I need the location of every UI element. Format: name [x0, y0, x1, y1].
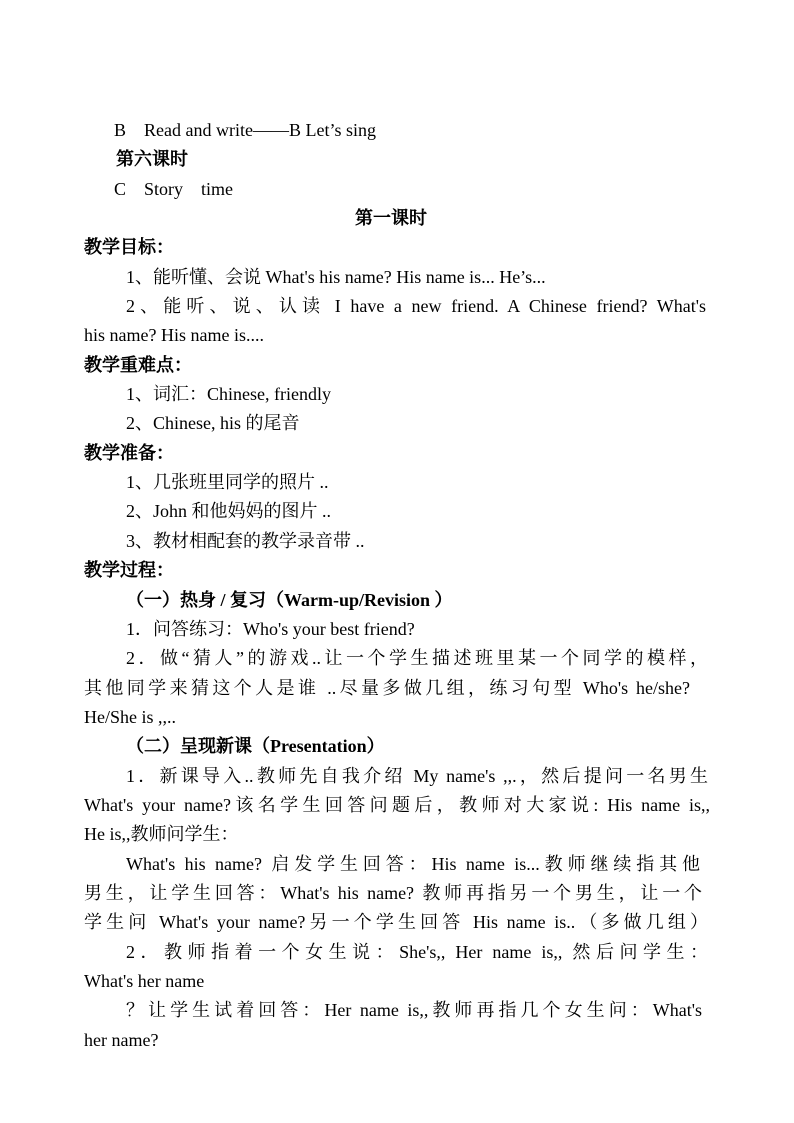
text-line: 1、能听懂、会说 What's his name? His name is... He’s...	[126, 267, 546, 287]
text-line: He/She is ,,..	[84, 707, 176, 727]
text-line: 2．做“猜人”的游戏..让一个学生描述班里某一个同学的模样，	[126, 648, 708, 668]
section-heading: 教学过程：	[84, 560, 174, 580]
text-line: What's her name	[84, 971, 205, 991]
lesson-title: 第一课时	[355, 208, 427, 228]
text-line: 2．教师指着一个女生说：She's,, Her name is,, 然后问学生：	[126, 942, 708, 962]
text-line: 学生问 What's your name?另一个学生回答 His name is..（多做几组）	[84, 912, 708, 932]
text-line: B Read and write——B Let’s sing	[114, 120, 376, 140]
text-line: What's your name?该名学生回答问题后，教师对大家说: His name is,,	[84, 795, 710, 815]
text-line: her name?	[84, 1030, 159, 1050]
text-line: 2、能听、说、认读 I have a new friend. A Chinese friend? What's	[126, 296, 706, 316]
text-line: his name? His name is....	[84, 325, 264, 345]
section-heading: 教学目标：	[84, 237, 174, 257]
text-line: 1．新课导入..教师先自我介绍 My name's ,,.，然后提问一名男生	[126, 766, 708, 786]
text-line: 1．问答练习：Who's your best friend?	[126, 619, 415, 639]
text-line: 男生，让学生回答：What's his name? 教师再指另一个男生，让一个	[84, 883, 702, 903]
text-line: 2、John 和他妈妈的图片 ..	[126, 501, 332, 521]
text-line: He is,,教师问学生：	[84, 824, 239, 844]
section-heading: 教学重难点：	[84, 355, 192, 375]
text-line: 其他同学来猜这个人是谁 ..尽量多做几组，练习句型 Who's he/she?	[84, 678, 690, 698]
text-line: 1、几张班里同学的照片 ..	[126, 472, 329, 492]
section-heading: 教学准备：	[84, 443, 174, 463]
text-line: What's his name? 启发学生回答：His name is...教师继续指其他	[126, 854, 700, 874]
subsection-heading: （一）热身 / 复习（Warm-up/Revision ）	[126, 590, 453, 610]
section-heading: 第六课时	[116, 149, 188, 169]
text-line: 2、Chinese, his 的尾音	[126, 413, 300, 433]
subsection-heading: （二）呈现新课（Presentation）	[126, 736, 385, 756]
text-line: ？让学生试着回答：Her name is,,教师再指几个女生问：What's	[126, 1000, 702, 1020]
text-line: 1、词汇：Chinese, friendly	[126, 384, 331, 404]
text-line: C Story time	[114, 179, 234, 199]
text-line: 3、教材相配套的教学录音带 ..	[126, 531, 365, 551]
